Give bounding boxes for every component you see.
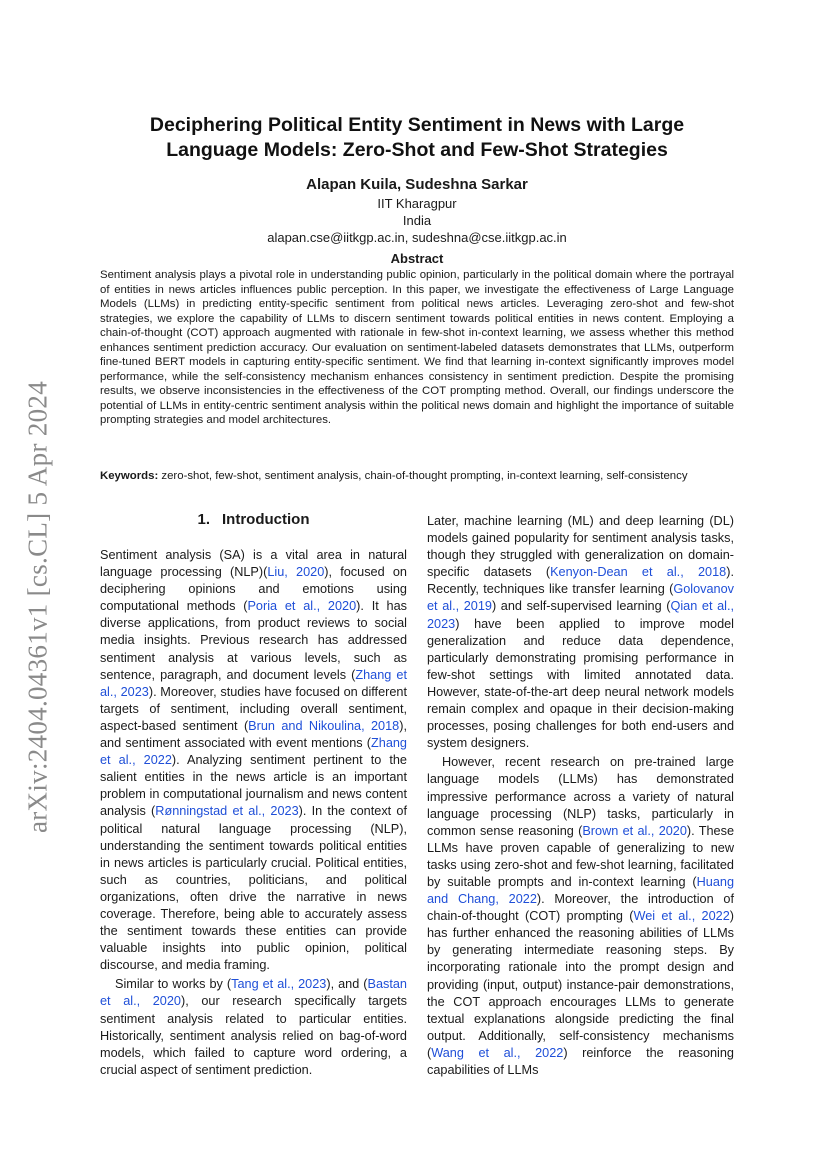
author-emails: alapan.cse@iitkgp.ac.in, sudeshna@cse.iitkgp.ac.in bbox=[267, 230, 567, 245]
paragraph-2: Similar to works by (Tang et al., 2023), and (Bastan et al., 2020), our research specifically targets sentiment analysis related to particular entities. Historically, sentiment analysis relied on bag-of-word models, which failed to capture word ordering, a crucial aspect of sentiment prediction. bbox=[100, 977, 408, 1077]
citation-link[interactable]: Zhang et al., 2022 bbox=[100, 736, 407, 768]
citation-link[interactable]: Poria et al., 2020 bbox=[247, 599, 357, 614]
country: India bbox=[402, 213, 432, 228]
section-title: Introduction bbox=[222, 511, 310, 528]
section-number: 1. bbox=[197, 511, 211, 528]
citation-link[interactable]: Golovanov et al., 2019 bbox=[427, 582, 734, 614]
paragraph-1: Sentiment analysis (SA) is a vital area in natural language processing (NLP)(Liu, 2020), focused on deciphering opinions and emotions using computational methods (Poria et al., 2020). It has diverse applications, from product reviews to social media insights. Previous research has addressed sentiment analysis at various levels, such as sentence, paragraph, and document levels (Zhang et al., 2023). Moreover, studies have focused on different targets of sentiment, including overall sentiment, aspect-based sentiment (Brun and Nikoulina, 2018), and sentiment associated with event mentions (Zhang et al., 2022). Analyzing sentiment pertinent to the salient entities in the news article is an important problem in computational journalism and news content analysis (Rønningstad et al., 2023). In the context of political natural language processing (NLP), understanding the sentiment towards political entities in news articles is particularly crucial. Political entities, such as countries, politicians, and political organizations, often drive the narrative in news coverage. Therefore, being able to accurately assess the sentiment towards these entities can provide valuable insights into public opinion, political discourse, and media framing. bbox=[100, 548, 407, 973]
paper-title bbox=[100, 113, 734, 163]
authors: Alapan Kuila, Sudeshna Sarkar bbox=[306, 176, 528, 193]
title-line-1: Deciphering Political Entity Sentiment in News with Large bbox=[149, 114, 685, 136]
paragraph-4: However, recent research on pre-trained large language models (LLMs) has demonstrated impressive performance across a variety of natural language processing (NLP) tasks, particularly in common sense reasoning (Brown et al., 2020). These LLMs have proven capable of generalizing to new tasks using zero-shot and few-shot learning, facilitated by suitable prompts and in-context learning (Huang and Chang, 2022). Moreover, the introduction of chain-of-thought (COT) prompting (Wei et al., 2022) has further enhanced the reasoning abilities of LLMs by generating intermediate reasoning steps. By incorporating rationale into the prompt design and providing (input, output) instance-pair demonstrations, the COT approach encourages LLMs to generate textual explanations alongside predicting the final output. Additionally, self-consistency mechanisms (Wang et al., 2022) reinforce the reasoning capabilities of LLMs bbox=[427, 755, 735, 1077]
citation-link[interactable]: Huang and Chang, 2022 bbox=[427, 874, 734, 907]
left-column bbox=[100, 547, 407, 1079]
keywords-text: zero-shot, few-shot, sentiment analysis, chain-of-thought prompting, in-context learning, self-consistency bbox=[161, 470, 688, 482]
citation-link[interactable]: Brun and Nikoulina, 2018 bbox=[248, 718, 400, 733]
citation-link[interactable]: Wang et al., 2022 bbox=[431, 1045, 564, 1060]
citation-link[interactable]: Qian et al., 2023 bbox=[427, 599, 735, 631]
arxiv-identifier: arXiv:2404.04361v1 [cs.CL] 5 Apr 2024 bbox=[22, 380, 53, 834]
keywords bbox=[100, 469, 734, 484]
title-line-2: Language Models: Zero-Shot and Few-Shot Strategies bbox=[166, 139, 668, 161]
citation-link[interactable]: Tang et al., 2023 bbox=[231, 977, 327, 992]
abstract-text: Sentiment analysis plays a pivotal role in understanding public opinion, particularly in the political domain where the portrayal of entities in news articles influences public perception. In this paper, we investigate the effectiveness of Large Language Models (LLMs) in predicting entity-specific sentiment from political news articles. Leveraging zero-shot and few-shot strategies, we explore the capability of LLMs to discern sentiment towards political entities in news content. Employing a chain-of-thought (COT) approach augmented with rationale in few-shot in-context learning, we assess whether this method enhances sentiment prediction accuracy. Our evaluation on sentiment-labeled datasets demonstrates that LLMs, outperform fine-tuned BERT models in capturing entity-specific sentiment. We find that learning in-context significantly improves model performance, while the self-consistency mechanism enhances consistency in sentiment prediction. Despite the promising results, we observe inconsistencies in the effectiveness of the COT prompting method. Overall, our findings underscore the potential of LLMs in entity-centric sentiment analysis within the political news domain and highlight the importance of suitable prompting strategies and model architectures. bbox=[100, 269, 734, 426]
keywords-label: Keywords: bbox=[100, 470, 159, 482]
paragraph-3: Later, machine learning (ML) and deep learning (DL) models gained popularity for sentiment analysis tasks, though they struggled with generalization on domain-specific datasets (Kenyon-Dean et al., 2018). Recently, techniques like transfer learning (Golovanov et al., 2019) and self-supervised learning (Qian et al., 2023) have been applied to improve model generalization and reduce data dependence, particularly demonstrating promising performance in few-shot settings with limited annotated data. However, state-of-the-art deep neural network models remain complex and opaque in their decision-making processes, posing challenges for both end-users and system designers. bbox=[427, 514, 735, 751]
right-column bbox=[427, 513, 734, 1079]
citation-link[interactable]: Kenyon-Dean et al., 2018 bbox=[550, 565, 727, 580]
citation-link[interactable]: Bastan et al., 2020 bbox=[100, 977, 407, 1009]
citation-link[interactable]: Liu, 2020 bbox=[267, 565, 325, 580]
citation-link[interactable]: Wei et al., 2022 bbox=[633, 909, 730, 924]
affiliation: IIT Kharagpur bbox=[377, 196, 457, 211]
section-heading bbox=[100, 511, 407, 528]
abstract-heading: Abstract bbox=[390, 251, 444, 266]
citation-link[interactable]: Brown et al., 2020 bbox=[582, 823, 687, 838]
citation-link[interactable]: Zhang et al., 2023 bbox=[100, 667, 407, 699]
citation-link[interactable]: Rønningstad et al., 2023 bbox=[155, 804, 299, 819]
